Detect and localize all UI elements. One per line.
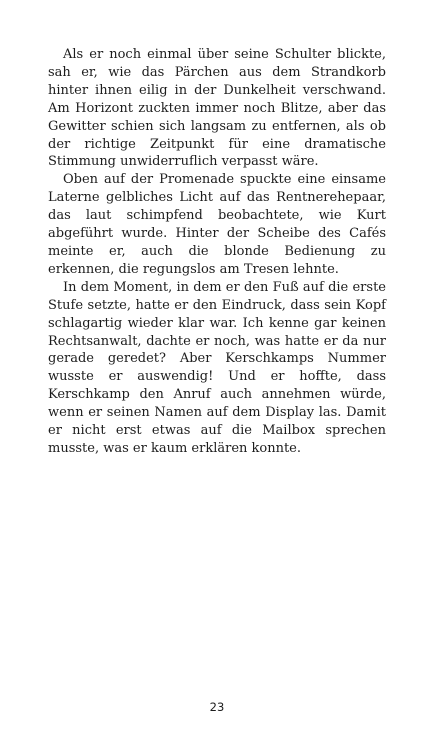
paragraph-2: Oben auf der Promenade spuckte eine einsame Laterne gelbliches Licht auf das Rentnerehepaar, das laut schimpfend beobachtete, wie Kurt abgeführt wurde. Hinter der Scheibe des Cafés meinte er, auch die blonde Bedienung zu erkennen, die regungslos am Tresen lehnte. — [48, 172, 386, 277]
body-text — [48, 46, 386, 458]
paragraph-3: In dem Moment, in dem er den Fuß auf die erste Stufe setzte, hatte er den Eindruck, dass sein Kopf schlagartig wieder klar war. Ich kenne gar keinen Rechtsanwalt, dachte er noch, was hatte er da nur gerade geredet? Aber Kerschkamps Nummer wusste er auswendig! Und er hoffte, dass Kerschkamp den Anruf auch annehmen würde, wenn er seinen Namen auf dem Display las. Damit er nicht erst etwas auf die Mailbox sprechen musste, was er kaum erklären konnte. — [48, 279, 386, 456]
paragraph-1: Als er noch einmal über seine Schulter blickte, sah er, wie das Pärchen aus dem Strandkorb hinter ihnen eilig in der Dunkelheit verschwand. Am Horizont zuckten immer noch Blitze, aber das Gewitter schien sich langsam zu entfernen, als ob der richtige Zeitpunkt für eine dramatische Stimmung unwiderruflich verpasst wäre. — [48, 47, 386, 170]
page-number: 23 — [209, 700, 225, 714]
